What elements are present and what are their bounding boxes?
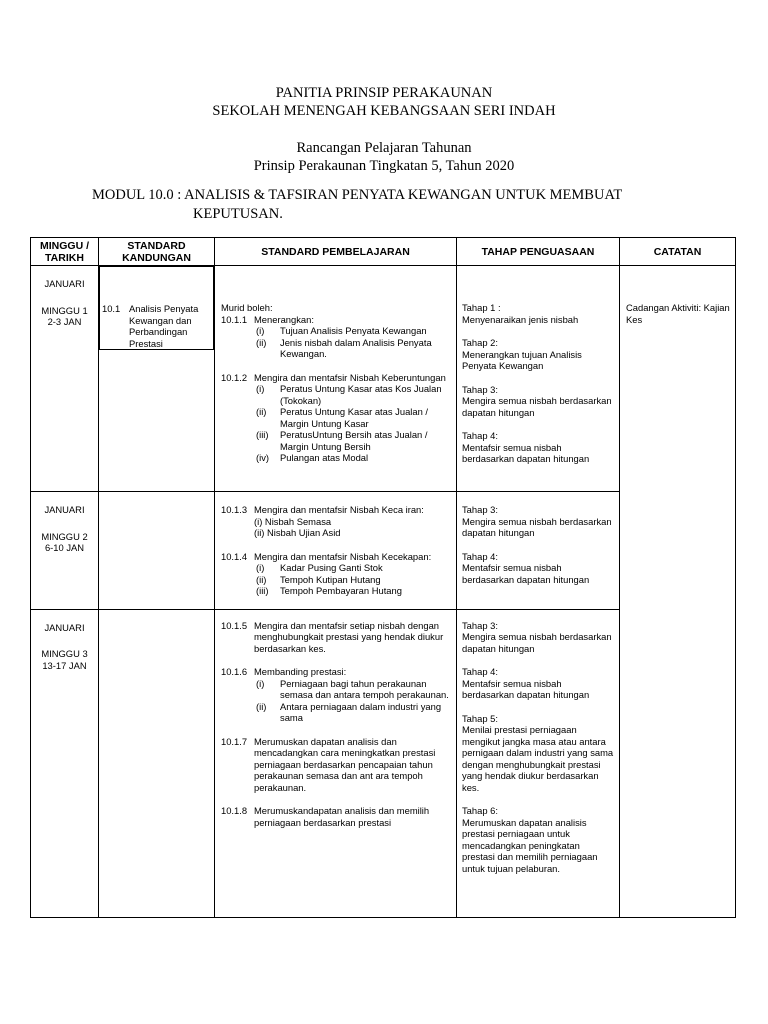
sub-numeral: (iii) (256, 585, 269, 596)
tahap-description: Mengira semua nisbah berdasarkan dapatan hitungan (462, 515, 612, 538)
standard-pembelajaran-cell (215, 266, 457, 492)
sub-numeral: (ii) (256, 573, 267, 585)
sp-text: Merumuskandapatan analisis dan memilih perniagaan berdasarkan prestasi (254, 805, 430, 828)
tahap-description: Mengira semua nisbah berdasarkan dapatan hitungan (462, 631, 612, 654)
tahap-label: Tahap 3: (462, 619, 498, 631)
sp-text: Mengira dan mentafsir setiap nisbah dengan menghubungkait prestasi yang hendak diukur berdasarkan kes. (254, 619, 444, 654)
tahap-description: Mentafsir semua nisbah berdasarkan dapatan hitungan (462, 441, 590, 464)
tahap-block (462, 551, 615, 586)
sp-code: 10.1.5 (221, 619, 248, 631)
sp-item (221, 551, 452, 597)
module-title-line1: MODUL 10.0 : ANALISIS & TAFSIRAN PENYATA KEWANGAN UNTUK MEMBUAT (92, 187, 623, 203)
sp-subitem (256, 429, 452, 452)
week-label: MINGGU 1 (41, 304, 88, 316)
sp-item (221, 504, 452, 539)
standard-pembelajaran-cell (215, 492, 457, 610)
sub-text: Tempoh Pembayaran Hutang (280, 585, 402, 596)
sp-text: Membanding prestasi: (254, 666, 347, 677)
sub-numeral: (i) (256, 677, 265, 689)
sub-text: Perniagaan bagi tahun perakaunan semasa dan antara tempoh perakaunan. (280, 677, 449, 700)
sp-code: 10.1.2 (221, 371, 248, 383)
header-tahap-penguasaan: TAHAP PENGUASAAN (457, 238, 620, 266)
sp-item (221, 372, 452, 464)
week-label: MINGGU 3 (41, 648, 88, 659)
month-label: JANUARI (44, 504, 85, 515)
standard-pembelajaran-cell (215, 609, 457, 917)
lesson-plan-table (30, 237, 736, 918)
sp-subitem (256, 574, 452, 586)
week-label: MINGGU 2 (41, 530, 88, 542)
tahap-label: Tahap 1 : (462, 302, 501, 313)
sp-item (221, 736, 452, 794)
sp-item (221, 805, 452, 828)
tahap-block (462, 337, 615, 372)
sp-intro: Murid boleh: (221, 302, 273, 313)
sp-text: Mengira dan mentafsir Nisbah Kecekapan: (254, 550, 432, 562)
sp-subitem (256, 585, 452, 597)
tahap-label: Tahap 3: (462, 383, 498, 395)
header-standard-kandungan: STANDARD KANDUNGAN (99, 238, 215, 266)
sp-text: Menerangkan: (254, 313, 314, 325)
sp-subitem (256, 678, 452, 701)
sp-subitem (256, 383, 452, 406)
standard-kandungan-cell (99, 266, 214, 350)
standard-kandungan-cell (99, 492, 215, 610)
sub-text: Tujuan Analisis Penyata Kewangan (280, 325, 427, 336)
sub-text: Peratus Untung Kasar atas Jualan / Margin Untung Kasar (280, 406, 429, 429)
header-catatan: CATATAN (620, 238, 736, 266)
sub-text: PeratusUntung Bersih atas Jualan / Margin Untung Bersih (280, 429, 428, 452)
sub-numeral: (ii) (256, 700, 267, 712)
tahap-label: Tahap 4: (462, 430, 498, 441)
sub-text: Peratus Untung Kasar atas Kos Jualan (Tokokan) (280, 383, 442, 406)
sp-subitem (256, 452, 452, 464)
tahap-label: Tahap 3: (462, 504, 498, 515)
date-label: 6-10 JAN (44, 542, 85, 553)
sub-text: Pulangan atas Modal (280, 452, 369, 463)
month-label: JANUARI (44, 621, 85, 633)
sub-text: Jenis nisbah dalam Analisis Penyata Kewangan. (280, 336, 432, 359)
date-label: 2-3 JAN (47, 316, 82, 327)
sp-subitem: (i) Nisbah Semasa (254, 515, 332, 527)
panel-title: PANITIA PRINSIP PERAKAUNAN (275, 85, 493, 101)
sp-text: Mengira dan mentafsir Nisbah Keberuntungan (254, 371, 446, 383)
tahap-description: Menerangkan tujuan Analisis Penyata Kewangan (462, 348, 582, 371)
sub-numeral: (i) (256, 325, 265, 336)
catatan-text: Cadangan Aktiviti: Kajian Kes (626, 302, 730, 325)
sp-item (221, 666, 452, 724)
tahap-label: Tahap 2: (462, 337, 498, 348)
sp-subitem (256, 337, 452, 360)
sp-code: 10.1.7 (221, 735, 248, 747)
sp-code: 10.1.6 (221, 666, 248, 677)
sub-text: Antara perniagaan dalam industri yang sama (280, 700, 442, 723)
tahap-label: Tahap 5: (462, 712, 498, 724)
module-title-line2: KEPUTUSAN. (193, 206, 283, 222)
sub-numeral: (i) (256, 562, 265, 573)
week-cell (31, 609, 99, 917)
sk-text: Analisis Penyata Kewangan dan Perbandingan Prestasi (129, 303, 199, 349)
tahap-label: Tahap 4: (462, 550, 498, 562)
table-row (31, 266, 736, 492)
tahap-block (462, 713, 615, 794)
tahap-penguasaan-cell (457, 609, 620, 917)
date-label: 13-17 JAN (42, 659, 87, 671)
header-minggu: MINGGU / TARIKH (31, 238, 99, 266)
sub-numeral: (iv) (256, 452, 270, 463)
catatan-cell (620, 266, 736, 918)
tahap-block (462, 384, 615, 419)
tahap-block (462, 302, 615, 325)
sp-code: 10.1.4 (221, 550, 248, 562)
month-label: JANUARI (44, 278, 85, 289)
sk-number: 10.1 (102, 303, 121, 314)
sub-text: Tempoh Kutipan Hutang (280, 573, 381, 585)
tahap-label: Tahap 4: (462, 666, 498, 677)
tahap-penguasaan-cell (457, 492, 620, 610)
tahap-block (462, 620, 615, 655)
tahap-description: Menilai prestasi perniagaan mengikut jangka masa atau antara pernigaan dalam industri yang sama dengan menghubungkait prestasi yang hendak diukur berdasarkan kes. (462, 724, 614, 793)
sp-subitem: (ii) Nisbah Ujian Asid (254, 527, 341, 538)
plan-title: Rancangan Pelajaran Tahunan (296, 140, 472, 156)
tahap-block (462, 430, 615, 465)
sp-code: 10.1.8 (221, 805, 248, 816)
sub-numeral: (i) (256, 383, 265, 394)
sub-numeral: (ii) (256, 336, 267, 348)
tahap-penguasaan-cell (457, 266, 620, 492)
tahap-block (462, 504, 615, 539)
sp-text: Merumuskan dapatan analisis dan mencadangkan cara meningkatkan prestasi perniagaan berdasarkan pencapaian tahun perakaunan semasa dan ant ara tempoh perakaunan. (254, 735, 436, 793)
sub-numeral: (ii) (256, 406, 267, 417)
sp-subitem (256, 701, 452, 724)
sub-text: Kadar Pusing Ganti Stok (280, 562, 383, 573)
tahap-block (462, 805, 615, 874)
sp-subitem (256, 325, 452, 337)
sp-item (221, 620, 452, 655)
tahap-description: Menyenaraikan jenis nisbah (462, 313, 579, 325)
tahap-description: Mengira semua nisbah berdasarkan dapatan hitungan (462, 395, 612, 418)
tahap-label: Tahap 6: (462, 805, 498, 816)
sp-code: 10.1.3 (221, 504, 248, 515)
table-header-row (31, 238, 736, 266)
tahap-description: Mentafsir semua nisbah berdasarkan dapatan hitungan (462, 562, 590, 585)
week-cell (31, 266, 99, 492)
standard-kandungan-cell (99, 609, 215, 917)
sp-subitem (256, 562, 452, 574)
tahap-description: Merumuskan dapatan analisis prestasi perniagaan untuk mencadangkan peningkatan prestasi dan memilih perniagaan untuk tujuan pelaburan. (462, 816, 598, 874)
plan-subtitle: Prinsip Perakaunan Tingkatan 5, Tahun 2020 (253, 158, 515, 174)
sp-code: 10.1.1 (221, 313, 248, 325)
sp-subitem (256, 406, 452, 429)
tahap-block (462, 666, 615, 701)
module-title (92, 186, 712, 224)
sp-item (221, 314, 452, 360)
header-standard-pembelajaran: STANDARD PEMBELAJARAN (215, 238, 457, 266)
school-name: SEKOLAH MENENGAH KEBANGSAAN SERI INDAH (212, 103, 556, 119)
tahap-description: Mentafsir semua nisbah berdasarkan dapatan hitungan (462, 677, 590, 700)
sp-text: Mengira dan mentafsir Nisbah Keca iran: (254, 504, 424, 515)
week-cell (31, 492, 99, 610)
sub-numeral: (iii) (256, 429, 269, 440)
